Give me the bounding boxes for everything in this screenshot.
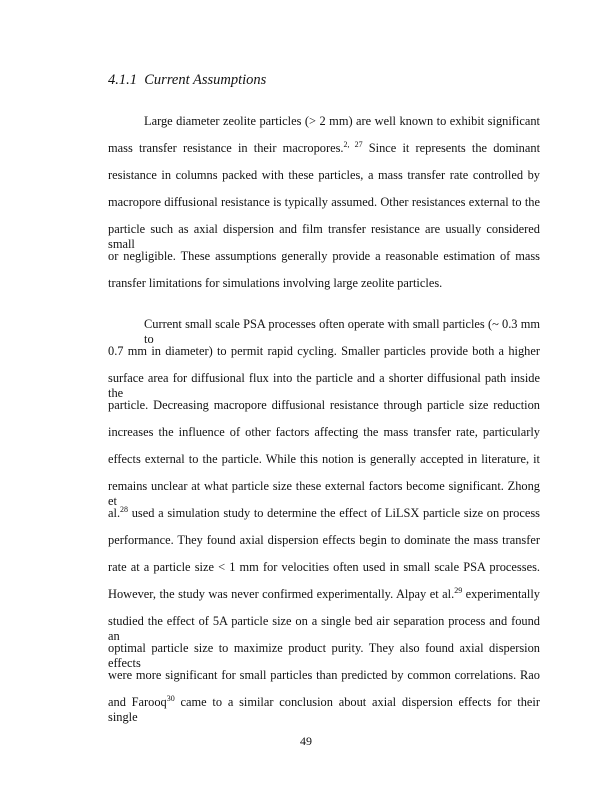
text-line: particle. Decreasing macropore diffusional resistance through particle size reduction <box>108 398 540 412</box>
page-number: 49 <box>300 734 312 748</box>
citation-superscript: 28 <box>120 505 129 514</box>
text-line: Large diameter zeolite particles (> 2 mm) are well known to exhibit significant <box>144 114 540 128</box>
citation-superscript: 2, 27 <box>343 140 363 149</box>
text-line: Current small scale PSA processes often operate with small particles (~ 0.3 mm to <box>144 317 540 346</box>
text-line: transfer limitations for simulations involving large zeolite particles. <box>108 276 443 290</box>
section-heading: 4.1.1 Current Assumptions <box>108 72 267 88</box>
text-line: However, the study was never confirmed experimentally. Alpay et al.$^{29}$ experimentally <box>108 586 540 601</box>
text-line: mass transfer resistance in their macropores.$^{2, 27}$ Since it represents the dominant <box>108 140 541 155</box>
text-line: performance. They found axial dispersion effects begin to dominate the mass transfer <box>108 533 540 547</box>
text-line: remains unclear at what particle size these external factors become significant. Zhong et <box>108 479 540 508</box>
citation-superscript: 30 <box>166 694 175 703</box>
text-line: effects external to the particle. While this notion is generally accepted in literature, it <box>108 452 540 466</box>
text-line: were more significant for small particles than predicted by common correlations. Rao <box>108 668 540 682</box>
text-line: surface area for diffusional flux into the particle and a shorter diffusional path inside the <box>108 371 540 400</box>
text-line: macropore diffusional resistance is typically assumed. Other resistances external to the <box>108 195 540 209</box>
citation-superscript: 29 <box>454 586 463 595</box>
text-line: particle such as axial dispersion and film transfer resistance are usually considered small <box>108 222 540 251</box>
text-line: increases the influence of other factors affecting the mass transfer rate, particularly <box>108 425 540 439</box>
text-line: studied the effect of 5A particle size on a single bed air separation process and found an <box>108 614 540 643</box>
text-line: resistance in columns packed with these particles, a mass transfer rate controlled by <box>108 168 540 182</box>
text-line: and Farooq$^{30}$ came to a similar conclusion about axial dispersion effects for their single <box>108 694 541 724</box>
text-line: or negligible. These assumptions generally provide a reasonable estimation of mass <box>108 249 540 263</box>
text-line: al.$^{28}$ used a simulation study to determine the effect of LiLSX particle size on process <box>108 505 540 520</box>
text-line: 0.7 mm in diameter) to permit rapid cycling. Smaller particles provide both a higher <box>108 344 540 358</box>
text-line: rate at a particle size < 1 mm for velocities often used in small scale PSA processes. <box>108 560 540 574</box>
text-line: optimal particle size to maximize product purity. They also found axial dispersion effects <box>108 641 540 670</box>
